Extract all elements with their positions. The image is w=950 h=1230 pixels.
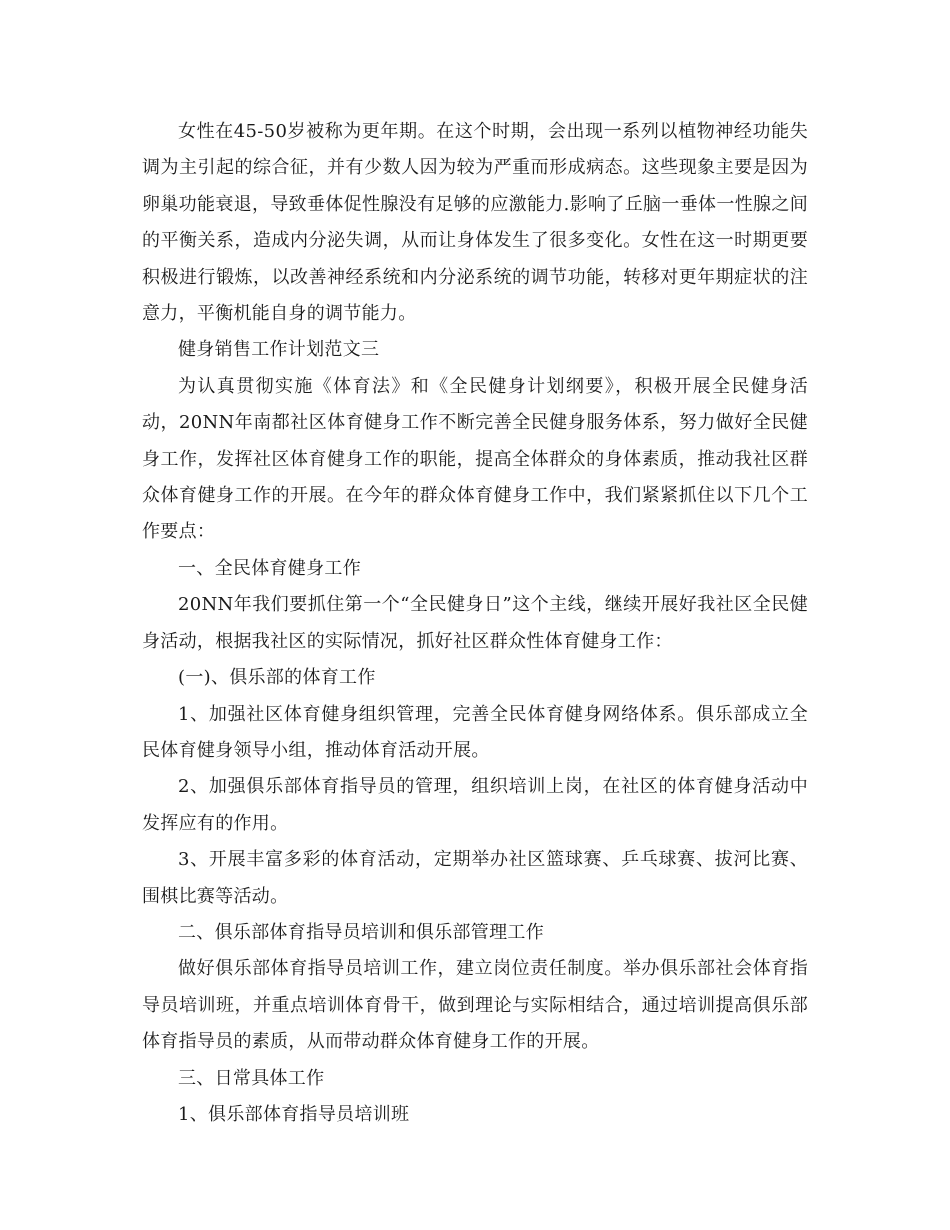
paragraph-section-one: 20NN年我们要抓住第一个“全民健身日”这个主线，继续开展好我社区全民健身活动，根据我社区的实际情况，抓好社区群众性体育健身工作： — [142, 594, 808, 652]
heading-section-two: 二、俱乐部体育指导员培训和俱乐部管理工作 — [178, 921, 544, 943]
paragraph-intro: 为认真贯彻实施《体育法》和《全民健身计划纲要》，积极开展全民健身活动，20NN年南都社区体育健身工作不断完善全民健身服务体系，努力做好全民健身工作，发挥社区体育健身工作的职能，提高全体群众的身体素质，推动我社区群众体育健身工作的开展。在今年的群众体育健身工作中，我们紧紧抓住以下几个工作要点： — [142, 375, 808, 543]
heading-section-three: 三、日常具体工作 — [178, 1067, 325, 1089]
list-item-training: 1、俱乐部体育指导员培训班 — [178, 1103, 410, 1125]
heading-section-one: 一、全民体育健身工作 — [178, 557, 361, 579]
paragraph-menopause: 女性在45-50岁被称为更年期。在这个时期，会出现一系列以植物神经功能失调为主引起的综合征，并有少数人因为较为严重而形成病态。这些现象主要是因为卵巢功能衰退，导致垂体促性腺没有足够的应激能力.影响了丘脑一垂体一性腺之间的平衡关系，造成内分泌失调，从而让身体发生了很多变化。女性在这一时期更要积极进行锻炼，以改善神经系统和内分泌系统的调节功能，转移对更年期症状的注意力，平衡机能自身的调节能力。 — [142, 121, 808, 325]
paragraph-section-two: 做好俱乐部体育指导员培训工作，建立岗位责任制度。举办俱乐部社会体育指导员培训班，并重点培训体育骨干，做到理论与实际相结合，通过培训提高俱乐部体育指导员的素质，从而带动群众体育健身工作的开展。 — [142, 958, 808, 1053]
heading-plan-three: 健身销售工作计划范文三 — [178, 339, 380, 361]
list-item-2: 2、加强俱乐部体育指导员的管理，组织培训上岗，在社区的体育健身活动中发挥应有的作用。 — [142, 776, 808, 834]
document-page — [142, 114, 808, 1133]
list-item-3: 3、开展丰富多彩的体育活动，定期举办社区篮球赛、乒乓球赛、拔河比赛、围棋比赛等活动。 — [142, 849, 808, 907]
list-item-1: 1、加强社区体育健身组织管理，完善全民体育健身网络体系。俱乐部成立全民体育健身领导小组，推动体育活动开展。 — [142, 703, 808, 761]
heading-subsection-club: (一)、俱乐部的体育工作 — [178, 667, 376, 689]
